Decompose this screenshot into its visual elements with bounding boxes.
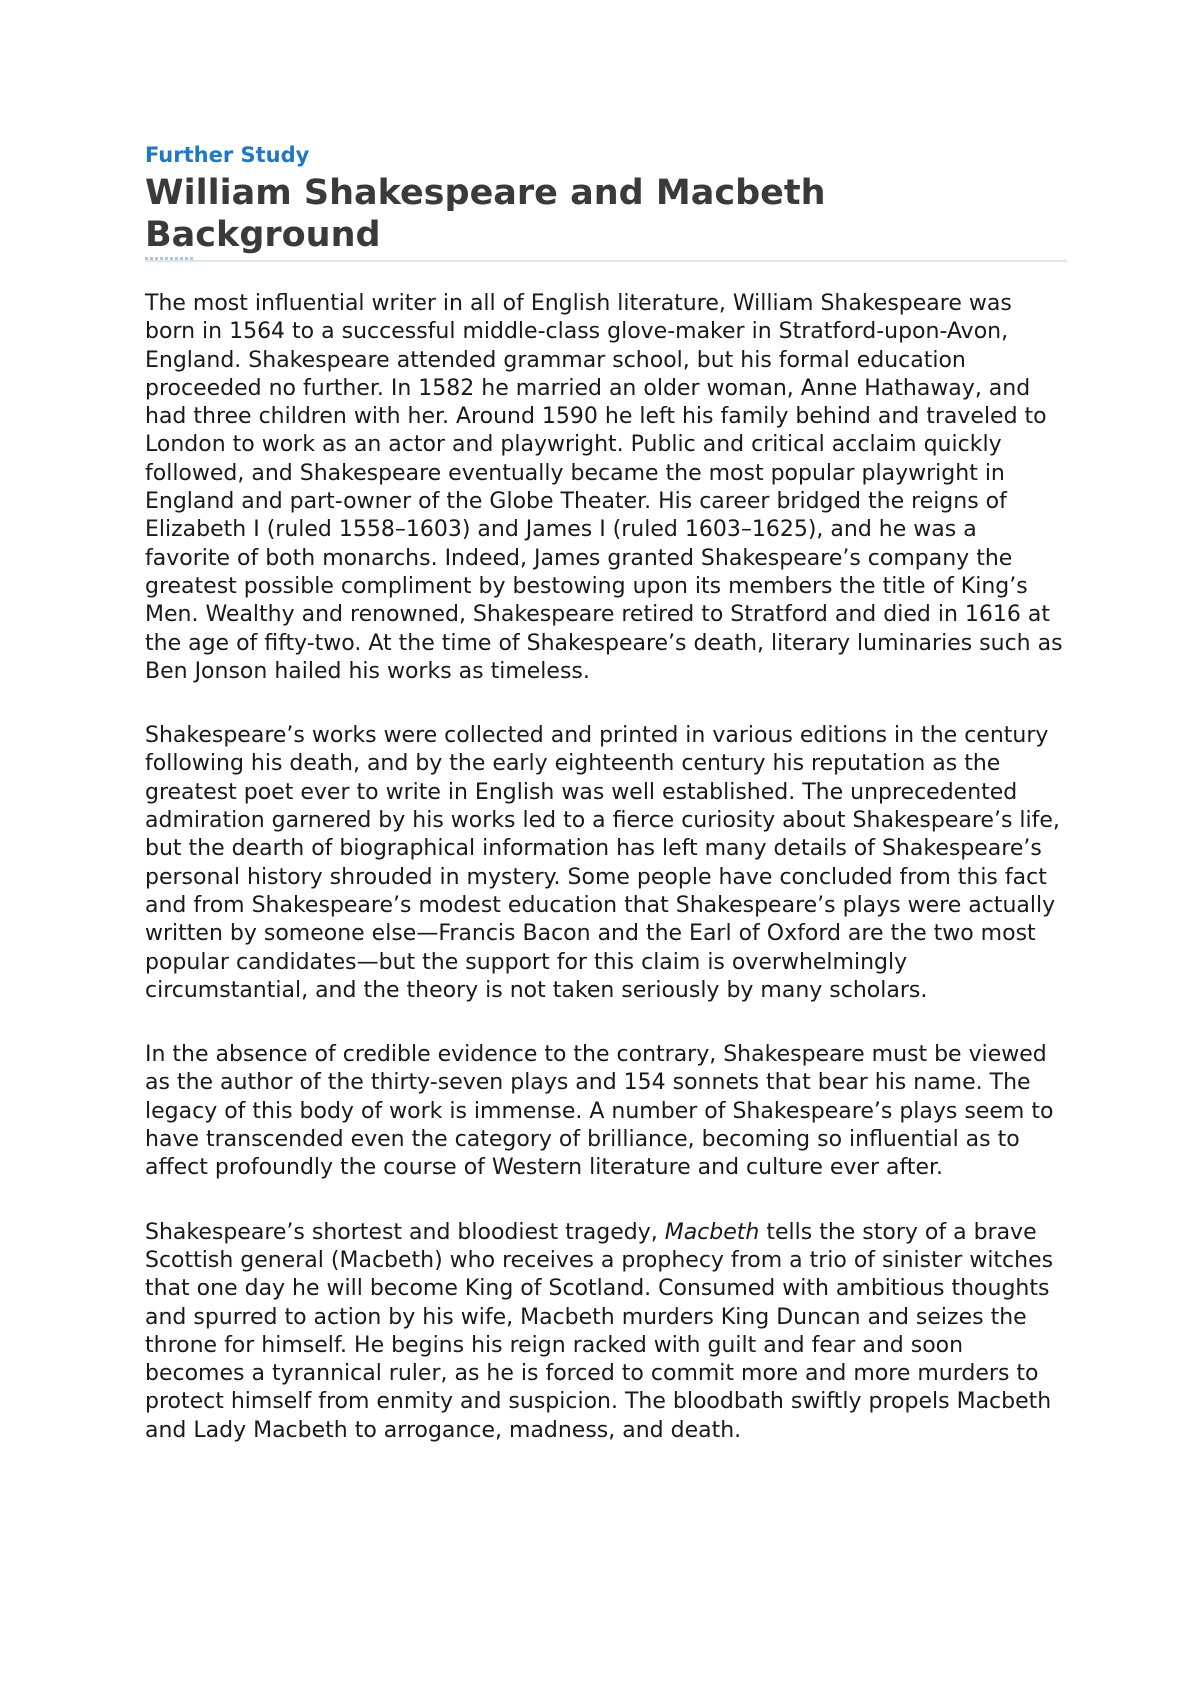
section-kicker: Further Study (145, 143, 310, 167)
title-underline-divider (145, 260, 1067, 262)
article-body (145, 290, 1065, 1445)
macbeth-summary-text: tells the story of a brave Scottish general (Macbeth) who receives a prophecy from a trio of sinister witches that one day he will become King of Scotland. Consumed with ambitious thoughts and spurred to action by his wife, Macbeth murders King Duncan and seizes the throne for himself. He begins his reign racked with guilt and fear and soon becomes a tyrannical ruler, as he is forced to commit more and more murders to protect himself from enmity and suspicion. The bloodbath swiftly propels Macbeth and Lady Macbeth to arrogance, madness, and death. (145, 1219, 1054, 1443)
paragraph-macbeth-summary (145, 1219, 1065, 1445)
paragraph-reputation: Shakespeare’s works were collected and printed in various editions in the century following his death, and by the early eighteenth century his reputation as the greatest poet ever to write in English was well established. The unprecedented admiration garnered by his works led to a fierce curiosity about Shakespeare’s life, but the dearth of biographical information has left many details of Shakespeare’s personal history shrouded in mystery. Some people have concluded from this fact and from Shakespeare’s modest education that Shakespeare’s plays were actually written by someone else—Francis Bacon and the Earl of Oxford are the two most popular candidates—but the support for this claim is overwhelmingly circumstantial, and the theory is not taken seriously by many scholars. (145, 723, 1060, 1003)
macbeth-summary-intro: Shakespeare’s shortest and bloodiest tragedy, (145, 1219, 665, 1245)
macbeth-title-italic: Macbeth (664, 1219, 760, 1245)
paragraph-legacy: In the absence of credible evidence to the contrary, Shakespeare must be viewed as the author of the thirty-seven plays and 154 sonnets that bear his name. The legacy of this body of work is immense. A number of Shakespeare’s plays seem to have transcended even the category of brilliance, becoming so influential as to affect profoundly the course of Western literature and culture ever after. (145, 1042, 1054, 1181)
page-title: William Shakespeare and Macbeth Background (145, 173, 826, 255)
divider-marker (145, 257, 193, 260)
paragraph-biography: The most influential writer in all of English literature, William Shakespeare was born in 1564 to a successful middle-class glove-maker in Stratford-upon-Avon, England. Shakespeare attended grammar school, but his formal education proceeded no further. In 1582 he married an older woman, Anne Hathaway, and had three children with her. Around 1590 he left his family behind and traveled to London to work as an actor and playwright. Public and critical acclaim quickly followed, and Shakespeare eventually became the most popular playwright in England and part-owner of the Globe Theater. His career bridged the reigns of Elizabeth I (ruled 1558–1603) and James I (ruled 1603–1625), and he was a favorite of both monarchs. Indeed, James granted Shakespeare’s company the greatest possible compliment by bestowing upon its members the title of King’s Men. Wealthy and renowned, Shakespeare retired to Stratford and died in 1616 at the age of fifty-two. At the time of Shakespeare’s death, literary luminaries such as Ben Jonson hailed his works as timeless. (145, 291, 1063, 684)
document-page (145, 140, 1065, 1481)
